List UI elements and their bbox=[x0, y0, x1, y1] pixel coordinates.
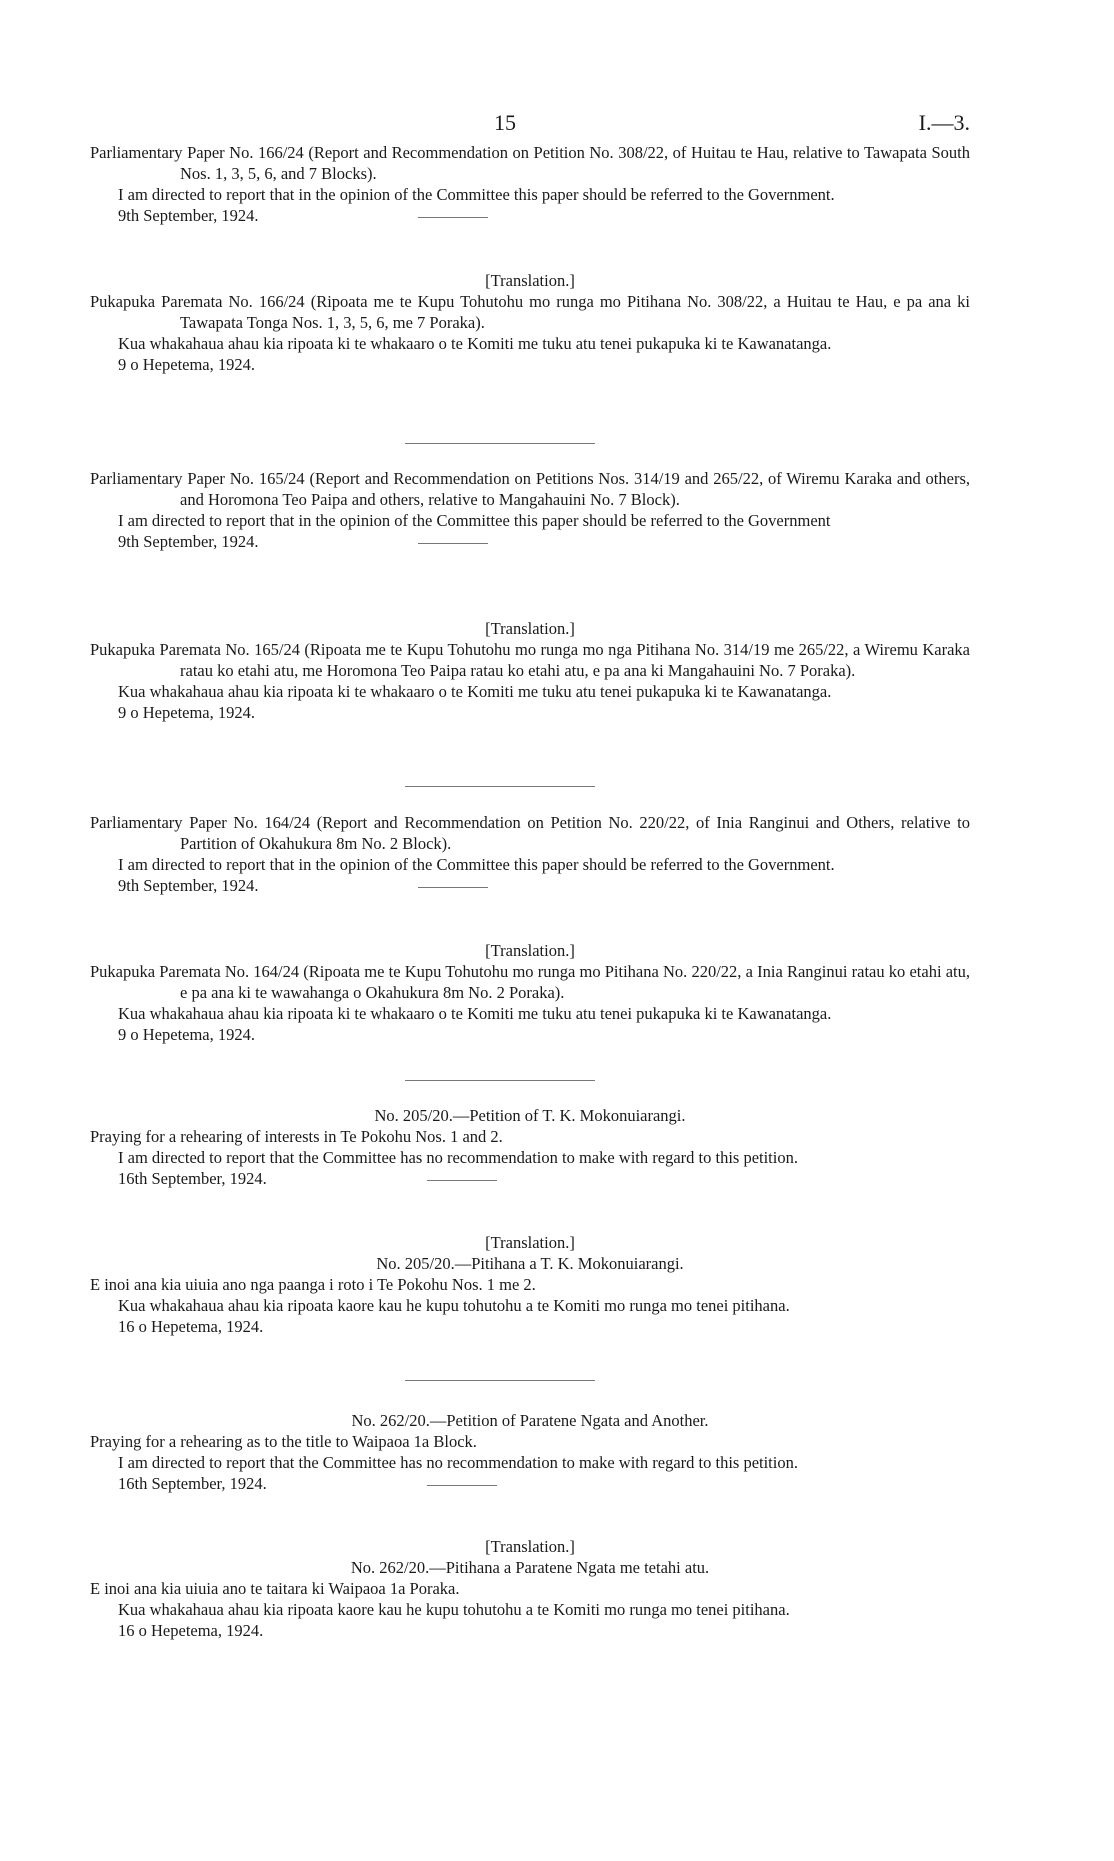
translation-262-20 bbox=[90, 1536, 970, 1641]
translation-label: [Translation.] bbox=[485, 619, 575, 638]
section-body: I am directed to report that in the opinion of the Committee this paper should be referred to the Government bbox=[118, 511, 831, 530]
petition-prayer: Praying for a rehearing as to the title to Waipaoa 1a Block. bbox=[90, 1432, 477, 1451]
translation-date: 9 o Hepetema, 1924. bbox=[118, 355, 256, 374]
translation-body: Kua whakahaua ahau kia ripoata kaore kau he kupu tohutohu a te Komiti mo runga mo tenei pitihana. bbox=[118, 1600, 790, 1619]
translation-205-20 bbox=[90, 1232, 970, 1337]
translation-date: 9 o Hepetema, 1924. bbox=[118, 1025, 256, 1044]
translation-label: [Translation.] bbox=[485, 1537, 575, 1556]
petition-body: I am directed to report that the Committee has no recommendation to make with regard to this petition. bbox=[118, 1453, 798, 1472]
translation-heading: No. 262/20.—Pitihana a Paratene Ngata me tetahi atu. bbox=[350, 1558, 710, 1577]
translation-date: 16 o Hepetema, 1924. bbox=[118, 1621, 264, 1640]
translation-body: Kua whakahaua ahau kia ripoata ki te whakaaro o te Komiti me tuku atu tenei pukapuka ki te Kawanatanga. bbox=[118, 334, 832, 353]
short-rule bbox=[418, 887, 488, 888]
page-number: 15 bbox=[494, 110, 516, 135]
petition-prayer: Praying for a rehearing of interests in Te Pokohu Nos. 1 and 2. bbox=[90, 1127, 503, 1146]
translation-prayer: E inoi ana kia uiuia ano nga paanga i roto i Te Pokohu Nos. 1 me 2. bbox=[90, 1275, 536, 1294]
section-date: 9th September, 1924. bbox=[118, 532, 259, 551]
petition-body: I am directed to report that the Committee has no recommendation to make with regard to this petition. bbox=[118, 1148, 798, 1167]
section-title: Parliamentary Paper No. 165/24 (Report and Recommendation on Petitions Nos. 314/19 and 265/22, of Wiremu Karaka and others, and Horomona Teo Paipa and others, relative to Mangahauini No. 7 Block). bbox=[90, 469, 970, 509]
section-body: I am directed to report that in the opinion of the Committee this paper should be referred to the Government. bbox=[118, 855, 835, 874]
petition-262-20 bbox=[90, 1410, 970, 1494]
translation-164-24 bbox=[90, 940, 970, 1045]
translation-title: Pukapuka Paremata No. 164/24 (Ripoata me te Kupu Tohutohu mo runga mo Pitihana No. 220/22, a Inia Ranginui ratau ko etahi atu, e pa ana ki te wawahanga o Okahukura 8m No. 2 Poraka). bbox=[90, 962, 970, 1002]
section-title: Parliamentary Paper No. 166/24 (Report and Recommendation on Petition No. 308/22, of Huitau te Hau, relative to Tawapata South Nos. 1, 3, 5, 6, and 7 Blocks). bbox=[90, 143, 970, 183]
section-divider bbox=[405, 1080, 595, 1081]
short-rule bbox=[418, 543, 488, 544]
section-divider bbox=[405, 786, 595, 787]
petition-205-20 bbox=[90, 1105, 970, 1189]
translation-body: Kua whakahaua ahau kia ripoata kaore kau he kupu tohutohu a te Komiti mo runga mo tenei pitihana. bbox=[118, 1296, 790, 1315]
short-rule bbox=[427, 1485, 497, 1486]
translation-label: [Translation.] bbox=[485, 271, 575, 290]
petition-date: 16th September, 1924. bbox=[118, 1169, 267, 1188]
translation-date: 9 o Hepetema, 1924. bbox=[118, 703, 256, 722]
translation-date: 16 o Hepetema, 1924. bbox=[118, 1317, 264, 1336]
section-164-24 bbox=[90, 812, 970, 896]
translation-body: Kua whakahaua ahau kia ripoata ki te whakaaro o te Komiti me tuku atu tenei pukapuka ki te Kawanatanga. bbox=[118, 1004, 832, 1023]
section-divider bbox=[405, 443, 595, 444]
section-166-24 bbox=[90, 142, 970, 226]
translation-title: Pukapuka Paremata No. 165/24 (Ripoata me te Kupu Tohutohu mo runga mo nga Pitihana No. 314/19 me 265/22, a Wiremu Karaka ratau ko etahi atu, me Horomona Teo Paipa ratau ko etahi atu, e pa ana ki Mangahauini No. 7 Poraka). bbox=[90, 640, 970, 680]
petition-date: 16th September, 1924. bbox=[118, 1474, 267, 1493]
translation-body: Kua whakahaua ahau kia ripoata ki te whakaaro o te Komiti me tuku atu tenei pukapuka ki te Kawanatanga. bbox=[118, 682, 832, 701]
translation-heading: No. 205/20.—Pitihana a T. K. Mokonuiarangi. bbox=[376, 1254, 684, 1273]
translation-166-24 bbox=[90, 270, 970, 375]
petition-heading: No. 205/20.—Petition of T. K. Mokonuiarangi. bbox=[374, 1106, 686, 1125]
translation-label: [Translation.] bbox=[485, 941, 575, 960]
translation-prayer: E inoi ana kia uiuia ano te taitara ki Waipaoa 1a Poraka. bbox=[90, 1579, 460, 1598]
translation-165-24 bbox=[90, 618, 970, 723]
page-header bbox=[90, 110, 970, 140]
section-body: I am directed to report that in the opinion of the Committee this paper should be referred to the Government. bbox=[118, 185, 835, 204]
short-rule bbox=[427, 1180, 497, 1181]
section-165-24 bbox=[90, 468, 970, 552]
section-date: 9th September, 1924. bbox=[118, 206, 259, 225]
document-reference: I.—3. bbox=[918, 110, 970, 135]
section-divider bbox=[405, 1380, 595, 1381]
petition-heading: No. 262/20.—Petition of Paratene Ngata and Another. bbox=[351, 1411, 709, 1430]
section-date: 9th September, 1924. bbox=[118, 876, 259, 895]
section-title: Parliamentary Paper No. 164/24 (Report and Recommendation on Petition No. 220/22, of Inia Ranginui and Others, relative to Partition of Okahukura 8m No. 2 Block). bbox=[90, 813, 970, 853]
translation-label: [Translation.] bbox=[485, 1233, 575, 1252]
translation-title: Pukapuka Paremata No. 166/24 (Ripoata me te Kupu Tohutohu mo runga mo Pitihana No. 308/22, a Huitau te Hau, e pa ana ki Tawapata Tonga Nos. 1, 3, 5, 6, me 7 Poraka). bbox=[90, 292, 970, 332]
short-rule bbox=[418, 217, 488, 218]
